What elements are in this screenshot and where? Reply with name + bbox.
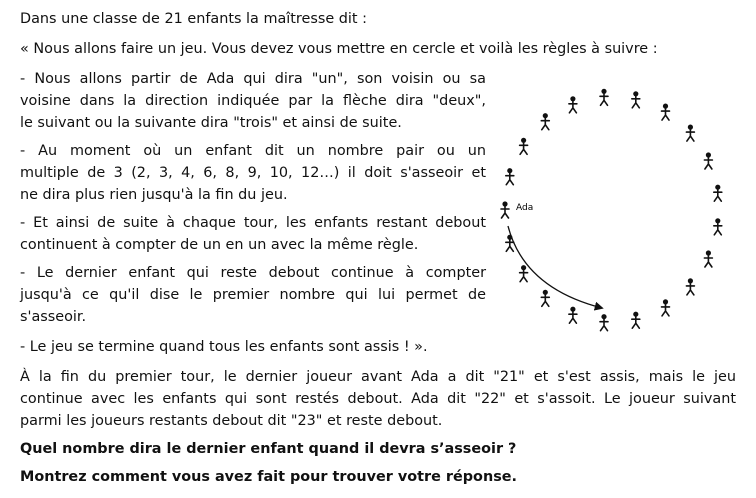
rule-3-line-2: continuent à compter de un en un avec la même règle. xyxy=(20,237,419,253)
rule-2-line-2: multiple de 3 (2, 3, 4, 6, 8, 9, 10, 12…) il doit s'asseoir et xyxy=(20,165,486,181)
question: Quel nombre dira le dernier enfant quand il devra s’asseoir ? xyxy=(20,441,517,457)
child-figure xyxy=(541,113,549,130)
child-figure xyxy=(600,89,608,106)
rule-1 xyxy=(20,68,486,134)
child-figure xyxy=(520,138,528,155)
child-figure xyxy=(686,125,694,142)
ada-label: Ada xyxy=(516,203,534,213)
child-figure xyxy=(506,168,514,185)
rule-2-line-1: - Au moment où un enfant dit un nombre pair ou un xyxy=(20,143,486,159)
quote-opening: « Nous allons faire un jeu. Vous devez vous mettre en cercle et voilà les règles à suivre : xyxy=(20,41,658,57)
children-circle-figure xyxy=(494,76,744,342)
child-figure xyxy=(686,278,694,295)
context-line-1: À la fin du premier tour, le dernier joueur avant Ada a dit "21" et s'est assis, mais le jeu xyxy=(20,369,736,385)
child-figure xyxy=(704,250,712,267)
context-line-2: continue avec les enfants qui sont restés debout. Ada dit "22" et s'assoit. Le joueur suivant xyxy=(20,391,736,407)
child-figure xyxy=(541,290,549,307)
child-figure xyxy=(520,265,528,282)
instruction: Montrez comment vous avez fait pour trouver votre réponse. xyxy=(20,469,517,485)
rule-4 xyxy=(20,262,486,328)
child-figure xyxy=(714,185,722,202)
intro-line: Dans une classe de 21 enfants la maîtresse dit : xyxy=(20,11,367,27)
rule-1-line-2: voisine dans la direction indiquée par la flèche dira "deux", xyxy=(20,93,486,109)
child-figure xyxy=(569,96,577,113)
children-group xyxy=(501,89,722,331)
child-figure xyxy=(714,218,722,235)
rule-4-line-1: - Le dernier enfant qui reste debout continue à compter xyxy=(20,265,486,281)
context-paragraph xyxy=(20,366,736,432)
child-figure xyxy=(632,312,640,329)
rule-2 xyxy=(20,140,486,206)
ada-child-figure xyxy=(501,201,509,218)
rule-2-line-3: ne dira plus rien jusqu'à la fin du jeu. xyxy=(20,187,288,203)
rule-3 xyxy=(20,212,486,256)
child-figure xyxy=(662,104,670,121)
rule-3-line-1: - Et ainsi de suite à chaque tour, les enfants restant debout xyxy=(20,215,486,231)
child-figure xyxy=(662,299,670,316)
context-line-3: parmi les joueurs restants debout dit "23" et reste debout. xyxy=(20,413,443,429)
child-figure xyxy=(600,314,608,331)
rule-end: - Le jeu se termine quand tous les enfants sont assis ! ». xyxy=(20,339,428,355)
rule-4-line-3: s'asseoir. xyxy=(20,309,87,325)
child-figure xyxy=(569,307,577,324)
rule-1-line-3: le suivant ou la suivante dira "trois" et ainsi de suite. xyxy=(20,115,402,131)
rule-1-line-1: - Nous allons partir de Ada qui dira "un", son voisin ou sa xyxy=(20,71,486,87)
child-figure xyxy=(506,235,514,252)
child-figure xyxy=(632,91,640,108)
rule-4-line-2: jusqu'à ce qu'il dise le premier nombre qui lui permet de xyxy=(20,287,486,303)
child-figure xyxy=(704,152,712,169)
